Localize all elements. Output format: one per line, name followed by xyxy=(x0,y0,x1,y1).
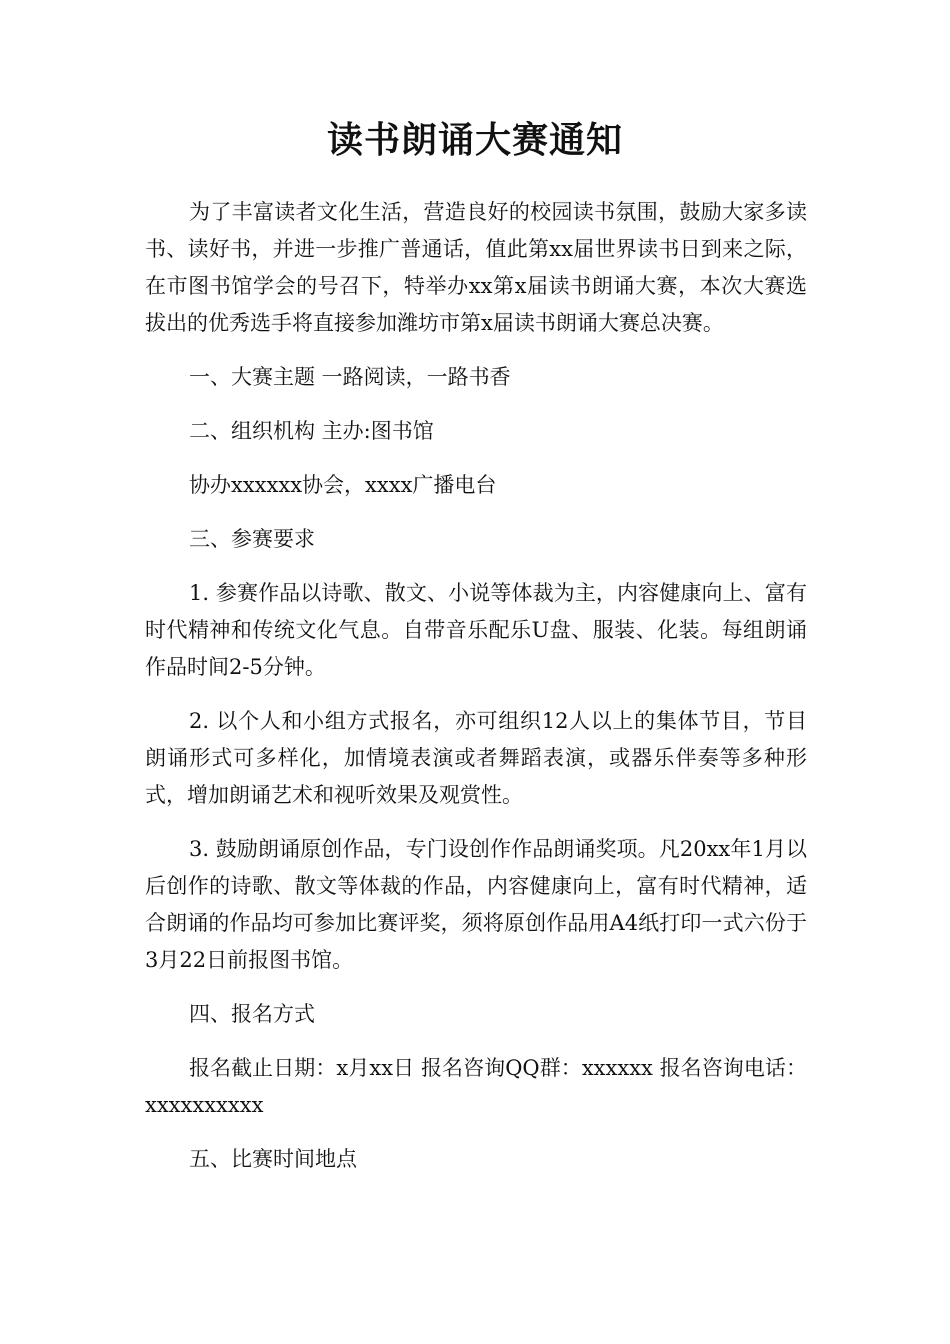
requirement-item-2: 2. 以个人和小组方式报名，亦可组织12人以上的集体节目，节目朗诵形式可多样化，加情境表演或者舞蹈表演，或器乐伴奏等多种形式，增加朗诵艺术和视听效果及观赏性。 xyxy=(145,709,807,807)
document-body xyxy=(145,194,807,1178)
document-title: 读书朗诵大赛通知 xyxy=(326,119,623,161)
section-time-location: 五、比赛时间地点 xyxy=(189,1147,357,1171)
section-organization: 二、组织机构 主办:图书馆 xyxy=(189,419,434,443)
requirement-item-3: 3. 鼓励朗诵原创作品，专门设创作作品朗诵奖项。凡20xx年1月以后创作的诗歌、散文等体裁的作品，内容健康向上，富有时代精神，适合朗诵的作品均可参加比赛评奖，须将原创作品用A4纸打印一式六份于3月22日前报图书馆。 xyxy=(145,837,807,972)
section-requirements: 三、参赛要求 xyxy=(189,527,315,551)
requirement-item-1: 1. 参赛作品以诗歌、散文、小说等体裁为主，内容健康向上、富有时代精神和传统文化气息。自带音乐配乐U盘、服装、化装。每组朗诵作品时间2-5分钟。 xyxy=(145,581,807,679)
intro-paragraph: 为了丰富读者文化生活，营造良好的校园读书氛围，鼓励大家多读书、读好书，并进一步推广普通话，值此第xx届世界读书日到来之际，在市图书馆学会的号召下，特举办xx第x届读书朗诵大赛，本次大赛选拔出的优秀选手将直接参加潍坊市第x届读书朗诵大赛总决赛。 xyxy=(145,200,807,335)
section-theme: 一、大赛主题 一路阅读，一路书香 xyxy=(189,365,511,389)
registration-details: 报名截止日期：x月xx日 报名咨询QQ群：xxxxxx 报名咨询电话：xxxxxxxxxx xyxy=(145,1056,807,1117)
section-registration: 四、报名方式 xyxy=(189,1002,315,1026)
co-organizer-line: 协办xxxxxx协会，xxxx广播电台 xyxy=(189,473,497,497)
